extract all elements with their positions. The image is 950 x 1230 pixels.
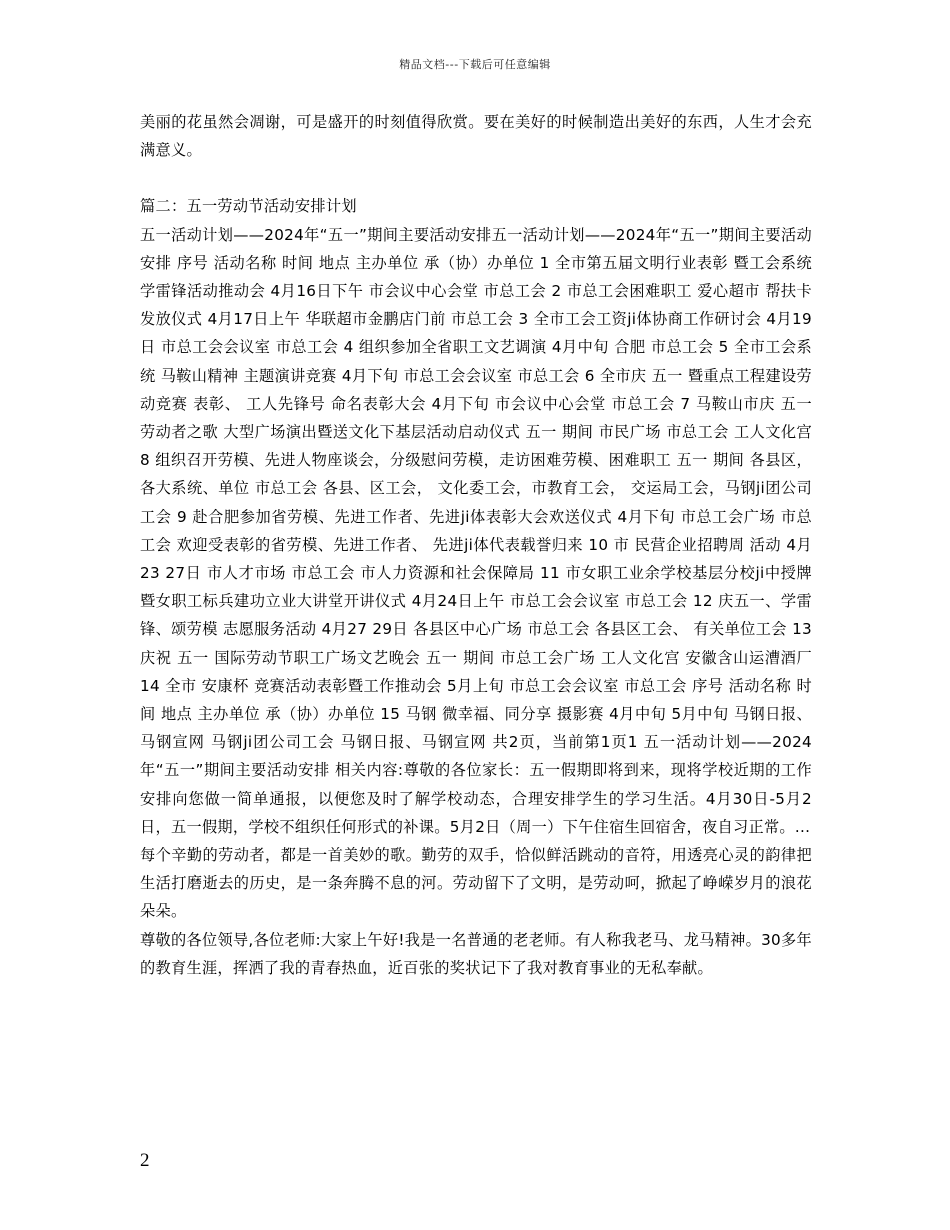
activity-plan-paragraph: 五一活动计划——2024年“五一”期间主要活动安排五一活动计划——2024年“五一”期间主要活动安排 序号 活动名称 时间 地点 主办单位 承（协）办单位 1 全市第五届文明行业表彰 暨工会系统学雷锋活动推动会 4月16日下午 市会议中心会堂 市总工会 2 市总工会困难职工 爱心超市 帮扶卡 发放仪式 4月17日上午 华联超市金鹏店门前 市总工会 3 全市工会工资ji体协商工作研讨会 4月19日 市总工会会议室 市总工会 4 组织参加全省职工文艺调演 4月中旬 合肥 市总工会 5 全市工会系统 马鞍山精神 主题演讲竞赛 4月下旬 市总工会会议室 市总工会 6 全市庆 五一 暨重点工程建设劳动竞赛 表彰、 工人先锋号 命名表彰大会 4月下旬 市会议中心会堂 市总工会 7 马鞍山市庆 五一 劳动者之歌 大型广场演出暨送文化下基层活动启动仪式 五一 期间 市民广场 市总工会 工人文化宫 8 组织召开劳模、先进人物座谈会，分级慰问劳模，走访困难劳模、困难职工 五一 期间 各县区， 各大系统、单位 市总工会 各县、区工会， 文化委工会，市教育工会， 交运局工会，马钢ji团公司工会 9 赴合肥参加省劳模、先进工作者、先进ji体表彰大会欢送仪式 4月下旬 市总工会广场 市总工会 欢迎受表彰的省劳模、先进工作者、 先进ji体代表载誉归来 10 市 民营企业招聘周 活动 4月23 27日 市人才市场 市总工会 市人力资源和社会保障局 11 市女职工业余学校基层分校ji中授牌 暨女职工标兵建功立业大讲堂开讲仪式 4月24日上午 市总工会会议室 市总工会 12 庆五一、学雷锋、颂劳模 志愿服务活动 4月27 29日 各县区中心广场 市总工会 各县区工会、 有关单位工会 13 庆祝 五一 国际劳动节职工广场文艺晚会 五一 期间 市总工会广场 工人文化宫 安徽含山运漕酒厂 14 全市 安康杯 竞赛活动表彰暨工作推动会 5月上旬 市总工会会议室 市总工会 序号 活动名称 时间 地点 主办单位 承（协）办单位 15 马钢 微幸福、同分享 摄影赛 4月中旬 5月中旬 马钢日报、马钢宣网 马钢ji团公司工会 马钢日报、马钢宣网 共2页，当前第1页1 五一活动计划——2024年“五一”期间主要活动安排 相关内容:尊敬的各位家长：五一假期即将到来，现将学校近期的工作安排向您做一简单通报，以便您及时了解学校动态，合理安排学生的学习生活。4月30日-5月2日，五一假期，学校不组织任何形式的补课。5月2日（周一）下午住宿生回宿舍，夜自习正常。... [140, 225, 812, 836]
intro-paragraph: 美丽的花虽然会凋谢，可是盛开的时刻值得欣赏。要在美好的时候制造出美好的东西，人生才会充满意义。 [140, 113, 812, 160]
teacher-speech-paragraph: 尊敬的各位领导,各位老师:大家上午好!我是一名普通的老老师。有人称我老马、龙马精神。30多年的教育生涯，挥洒了我的青春热血，近百张的奖状记下了我对教育事业的无私奉献。 [140, 930, 812, 977]
document-header: 精品文档---下载后可任意编辑 [399, 58, 551, 71]
paragraph-spacer [140, 164, 812, 192]
document-body [140, 108, 812, 982]
section-title: 篇二：五一劳动节活动安排计划 [140, 197, 357, 216]
labor-paragraph: 每个辛勤的劳动者，都是一首美妙的歌。勤劳的双手，恰似鲜活跳动的音符，用透亮心灵的韵律把生活打磨逝去的历史，是一条奔腾不息的河。劳动留下了文明，是劳动呵，掀起了峥嵘岁月的浪花朵朵。 [140, 846, 812, 921]
page-number: 2 [140, 1150, 150, 1171]
